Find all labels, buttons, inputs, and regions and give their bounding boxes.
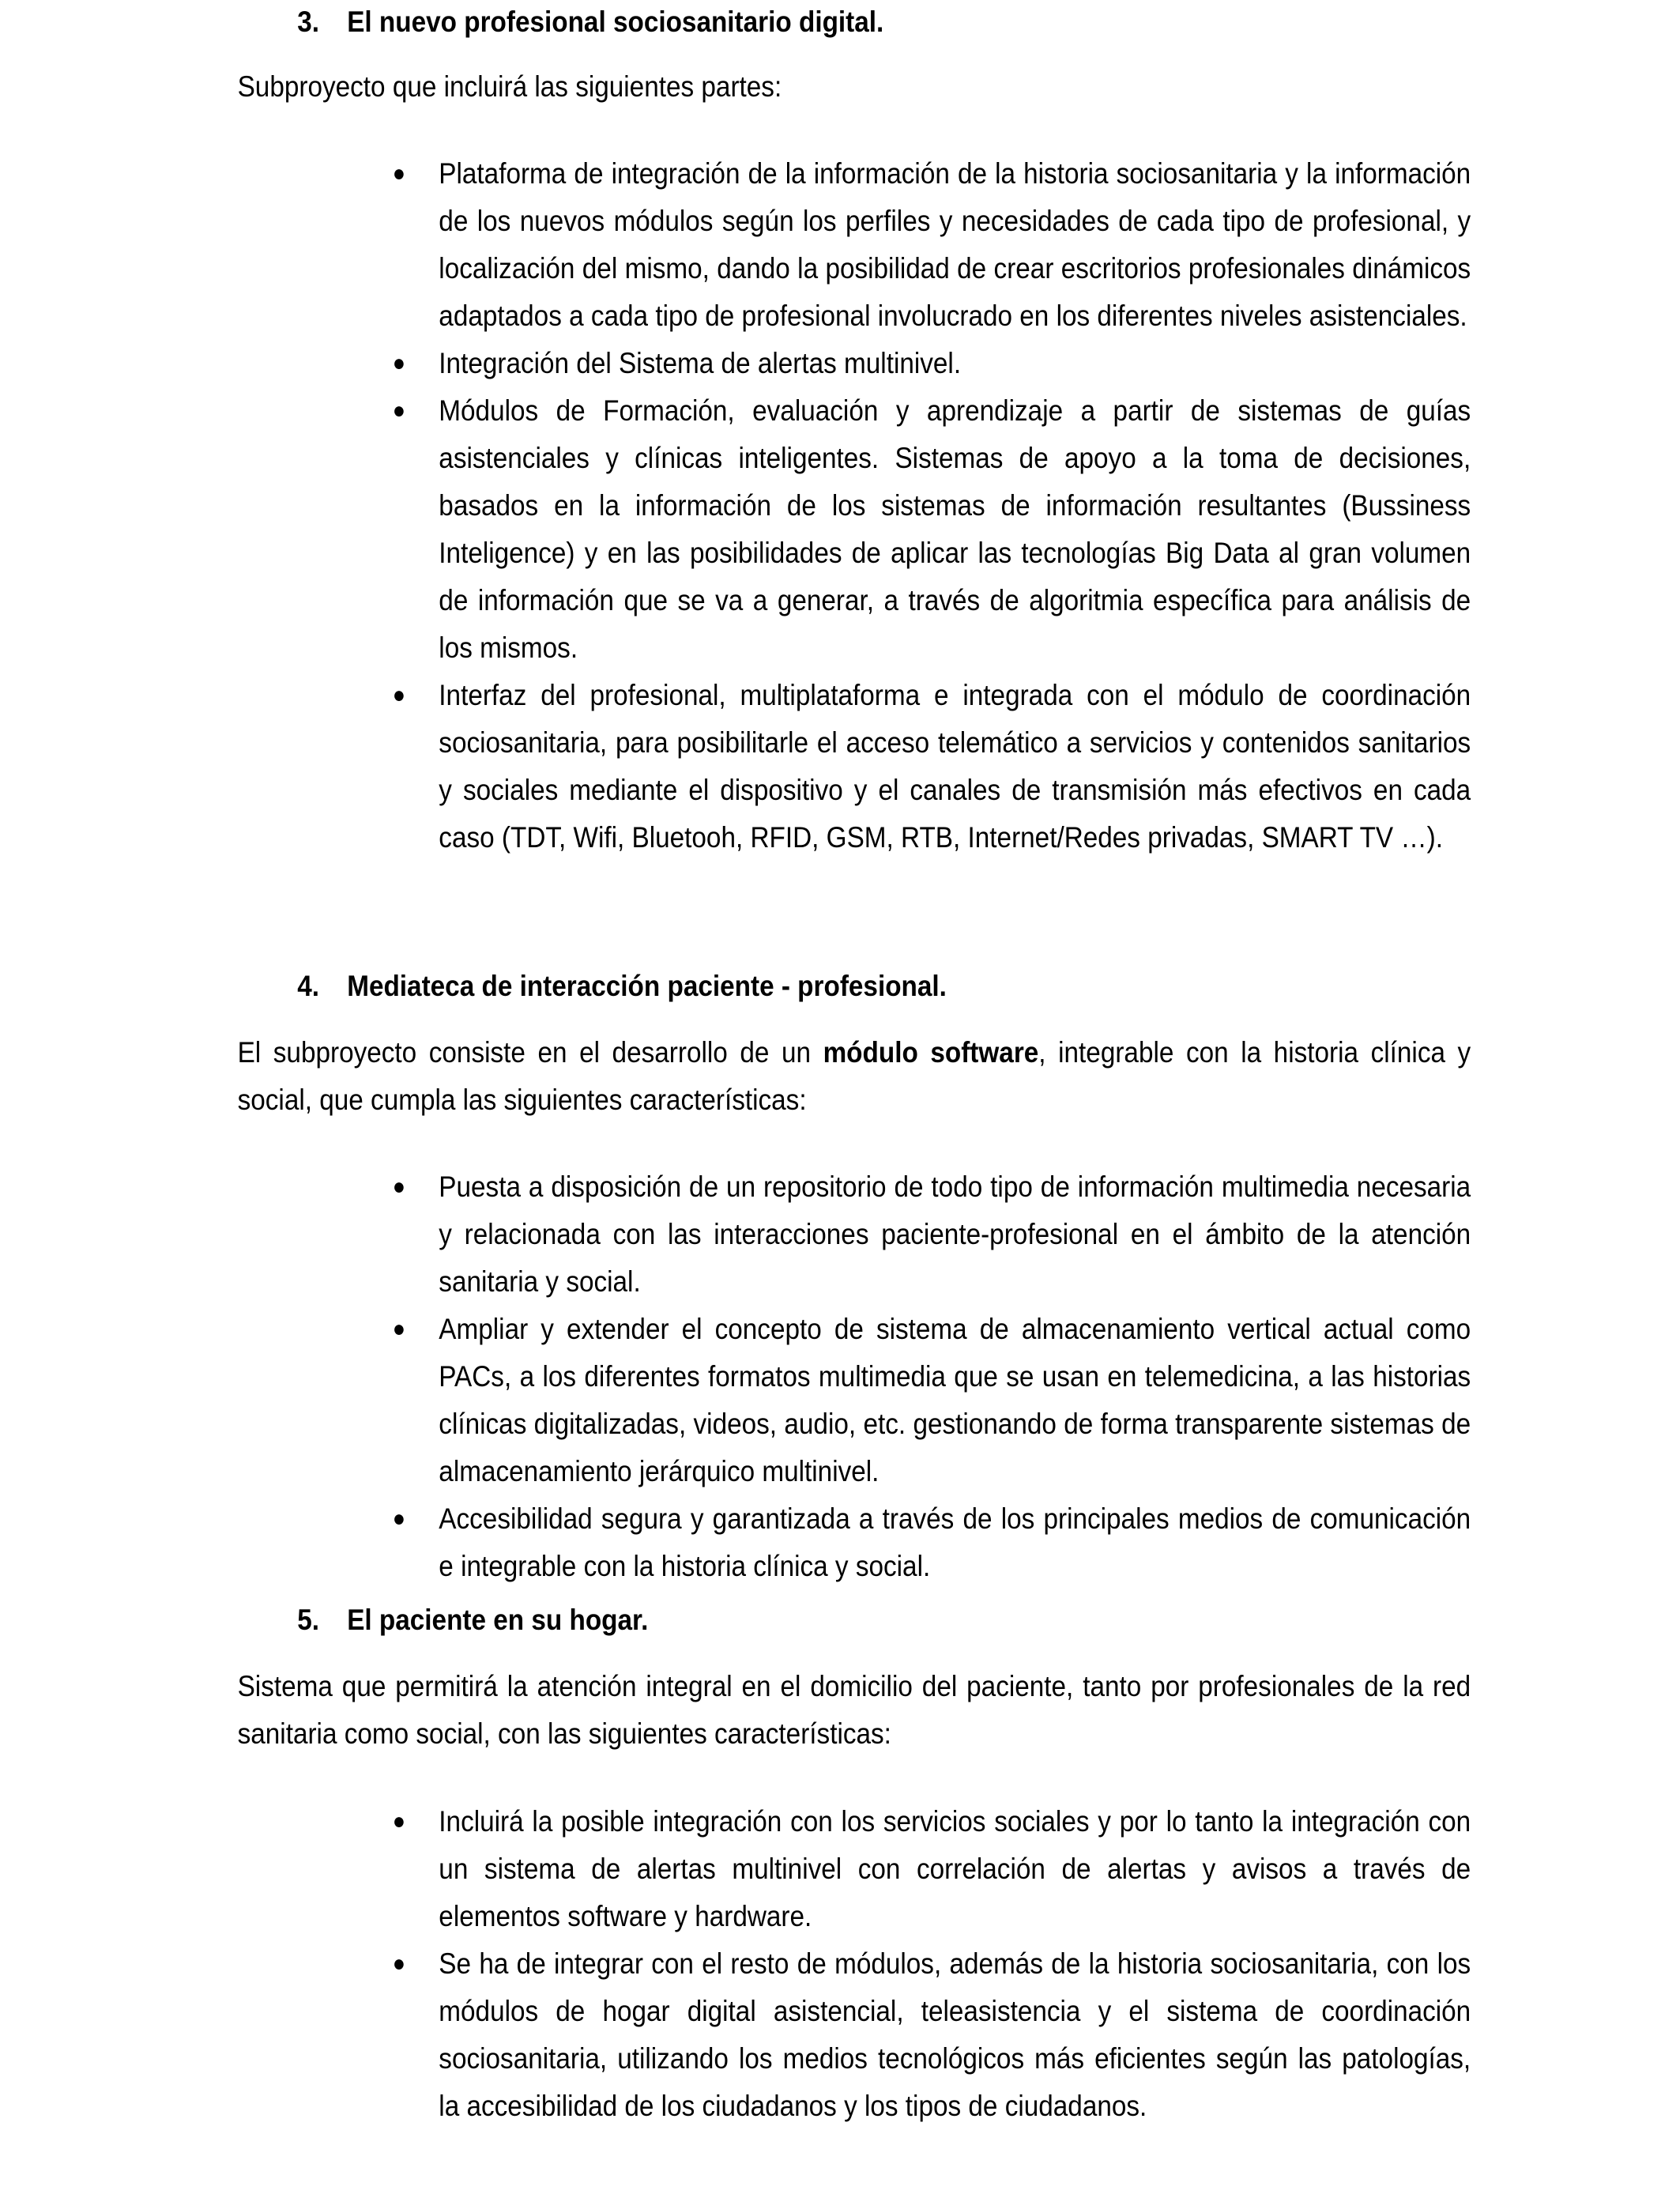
list-item bbox=[392, 340, 1471, 387]
list-item-text: Se ha de integrar con el resto de módulos, además de la historia sociosanitaria, con los módulos de hogar digital asistencial, teleasistencia y el sistema de coordinación sociosanitaria, utilizando los medios tecnológicos más eficientes según las patologías, la accesibilidad de los ciudadanos y los tipos de ciudadanos. bbox=[439, 1947, 1471, 2122]
list-item-text: Plataforma de integración de la información de la historia sociosanitaria y la información de los nuevos módulos según los perfiles y necesidades de cada tipo de profesional, y localización del mismo, dando la posibilidad de crear escritorios profesionales dinámicos adaptados a cada tipo de profesional involucrado en los diferentes niveles asistenciales. bbox=[439, 157, 1471, 332]
list-item bbox=[392, 150, 1471, 340]
bullet-icon: ● bbox=[392, 1951, 406, 1977]
intro-text-continued: , integrable con la historia clínica y social, que cumpla las siguientes características: bbox=[237, 1036, 1471, 1116]
section-title: Mediateca de interacción paciente - profesional. bbox=[347, 970, 947, 1002]
section-5-bullet-list bbox=[392, 1798, 1471, 2130]
section-number: 3. bbox=[297, 6, 319, 38]
intro-text: Sistema que permitirá la atención integral en el domicilio del paciente, tanto por profesionales de la red sanitaria como social, con las siguientes características: bbox=[237, 1670, 1471, 1750]
list-item bbox=[392, 1940, 1471, 2130]
section-title: El paciente en su hogar. bbox=[347, 1604, 649, 1636]
list-item bbox=[392, 1163, 1471, 1306]
section-5-intro bbox=[238, 1663, 1471, 1758]
section-4-bullet-list bbox=[392, 1163, 1471, 1590]
list-item-text: Puesta a disposición de un repositorio de todo tipo de información multimedia necesaria y relacionada con las interacciones paciente-profesional en el ámbito de la atención sanitaria y social. bbox=[439, 1171, 1471, 1298]
section-4-heading bbox=[297, 963, 947, 1010]
section-3-intro bbox=[238, 63, 1471, 111]
intro-text: El subproyecto consiste en el desarrollo de un bbox=[237, 1036, 823, 1069]
list-item-text: Ampliar y extender el concepto de sistema de almacenamiento vertical actual como PACs, a los diferentes formatos multimedia que se usan en telemedicina, a las historias clínicas digitalizadas, videos, audio, etc. gestionando de forma transparente sistemas de almacenamiento jerárquico multinivel. bbox=[439, 1313, 1471, 1487]
bullet-icon: ● bbox=[392, 1174, 406, 1200]
section-5-heading bbox=[297, 1596, 648, 1644]
section-3-bullet-list bbox=[392, 150, 1471, 861]
intro-text: Subproyecto que incluirá las siguientes partes: bbox=[237, 70, 782, 103]
bullet-icon: ● bbox=[392, 1316, 406, 1342]
bullet-icon: ● bbox=[392, 350, 406, 376]
bullet-icon: ● bbox=[392, 160, 406, 187]
list-item bbox=[392, 387, 1471, 672]
bullet-icon: ● bbox=[392, 398, 406, 424]
list-item bbox=[392, 1495, 1471, 1590]
intro-bold-text: módulo software bbox=[823, 1036, 1039, 1069]
list-item-text: Interfaz del profesional, multiplataforma e integrada con el módulo de coordinación sociosanitaria, para posibilitarle el acceso telemático a servicios y contenidos sanitarios y sociales mediante el dispositivo y el canales de transmisión más efectivos en cada caso (TDT, Wifi, Bluetooh, RFID, GSM, RTB, Internet/Redes privadas, SMART TV …). bbox=[439, 679, 1471, 854]
section-number: 4. bbox=[297, 970, 319, 1002]
section-4-intro bbox=[238, 1029, 1471, 1124]
list-item-text: Accesibilidad segura y garantizada a través de los principales medios de comunicación e integrable con la historia clínica y social. bbox=[439, 1502, 1471, 1582]
list-item-text: Integración del Sistema de alertas multinivel. bbox=[439, 347, 962, 379]
section-number: 5. bbox=[297, 1604, 319, 1636]
list-item bbox=[392, 1798, 1471, 1940]
bullet-icon: ● bbox=[392, 1506, 406, 1532]
list-item-text: Incluirá la posible integración con los servicios sociales y por lo tanto la integración con un sistema de alertas multinivel con correlación de alertas y avisos a través de elementos software y hardware. bbox=[439, 1805, 1471, 1932]
list-item-text: Módulos de Formación, evaluación y aprendizaje a partir de sistemas de guías asistenciales y clínicas inteligentes. Sistemas de apoyo a la toma de decisiones, basados en la información de los sistemas de información resultantes (Bussiness Inteligence) y en las posibilidades de aplicar las tecnologías Big Data al gran volumen de información que se va a generar, a través de algoritmia específica para análisis de los mismos. bbox=[439, 394, 1471, 664]
section-3-heading bbox=[297, 0, 883, 46]
list-item bbox=[392, 1306, 1471, 1495]
bullet-icon: ● bbox=[392, 1808, 406, 1834]
section-title: El nuevo profesional sociosanitario digital. bbox=[347, 6, 884, 38]
list-item bbox=[392, 672, 1471, 861]
bullet-icon: ● bbox=[392, 682, 406, 708]
